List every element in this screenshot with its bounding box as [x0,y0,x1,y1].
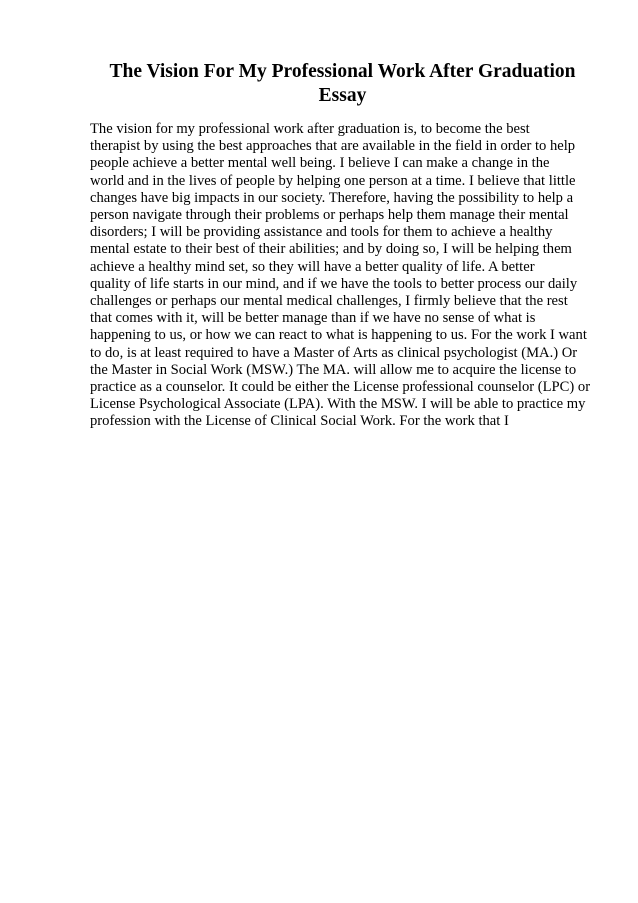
body-line: people achieve a better mental well being. I believe I can make a change in the [90,155,550,172]
title-line-1: The Vision For My Professional Work After Graduation [109,61,576,82]
body-line: disorders; I will be providing assistance and tools for them to achieve a healthy [90,224,553,241]
body-line: therapist by using the best approaches that are available in the field in order to help [90,138,576,155]
body-line: that comes with it, will be better manage than if we have no sense of what is [90,310,536,327]
document-title [90,60,595,108]
body-line: the Master in Social Work (MSW.) The MA. will allow me to acquire the license to [90,361,577,378]
title-line-2: Essay [318,85,367,106]
body-line: person navigate through their problems or perhaps help them manage their mental [90,207,569,224]
body-line: profession with the License of Clinical Social Work. For the work that I [90,413,509,430]
body-line: to do, is at least required to have a Master of Arts as clinical psychologist (MA.) Or [90,344,578,361]
body-line: practice as a counselor. It could be either the License professional counselor (LPC) or [90,379,591,396]
essay-body [90,121,610,431]
body-line: world and in the lives of people by helping one person at a time. I believe that little [90,172,576,189]
body-line: The vision for my professional work after graduation is, to become the best [90,121,530,137]
body-line: License Psychological Associate (LPA). With the MSW. I will be able to practice my [90,396,586,413]
body-line: happening to us, or how we can react to what is happening to us. For the work I want [90,327,587,344]
body-line: quality of life starts in our mind, and if we have the tools to better process our daily [90,275,578,292]
body-line: changes have big impacts in our society. Therefore, having the possibility to help a [90,189,574,206]
body-line: achieve a healthy mind set, so they will have a better quality of life. A better [90,258,535,275]
body-line: challenges or perhaps our mental medical challenges, I firmly believe that the rest [90,293,568,310]
body-line: mental estate to their best of their abilities; and by doing so, I will be helping them [90,241,572,258]
